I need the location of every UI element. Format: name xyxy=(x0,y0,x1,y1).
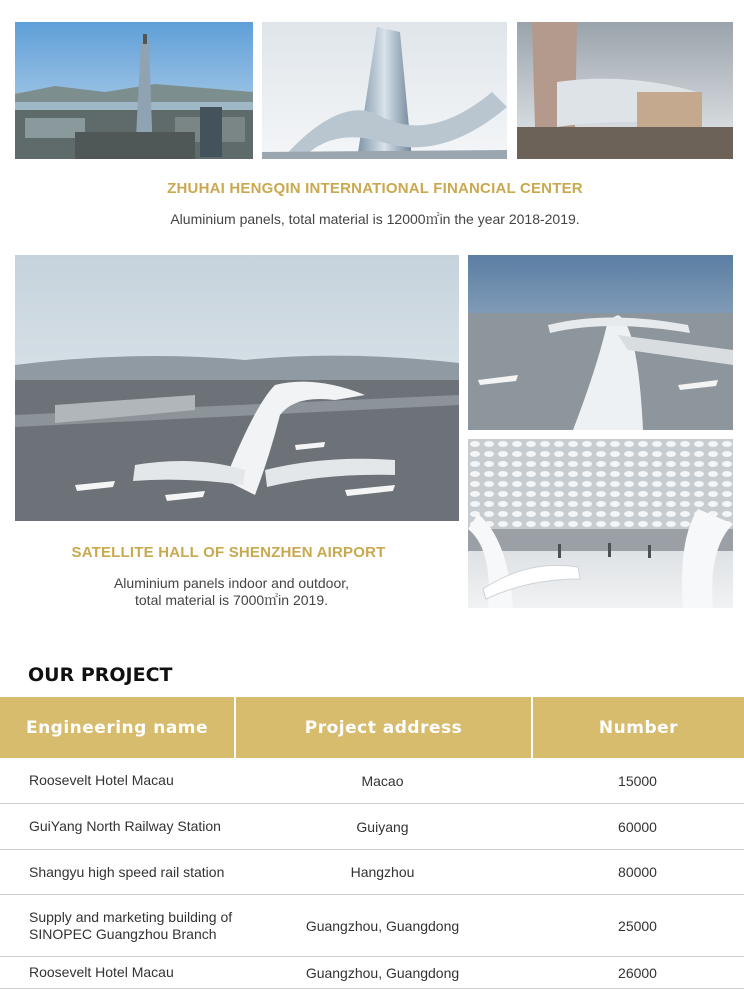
cell-name: GuiYang North Railway Station xyxy=(29,818,221,834)
project2-description-line2: total material is 7000㎡in 2019. xyxy=(135,592,328,608)
cell-address: Guiyang xyxy=(356,818,409,835)
shenzhen-airport-interior-photo xyxy=(468,439,733,608)
project1-description: Aluminium panels, total material is 12000㎡in the year 2018-2019. xyxy=(170,211,580,227)
project1-title: ZHUHAI HENGQIN INTERNATIONAL FINANCIAL CENTER xyxy=(167,180,583,197)
table-row xyxy=(0,850,744,895)
table-header-row xyxy=(0,697,744,758)
cell-number: 15000 xyxy=(618,772,657,789)
column-header-number: Number xyxy=(531,697,744,758)
cell-address: Guangzhou, Guangdong xyxy=(305,917,460,934)
cell-name: Roosevelt Hotel Macau xyxy=(29,964,174,980)
shenzhen-airport-aerial-photo xyxy=(15,255,459,521)
cell-name: Roosevelt Hotel Macau xyxy=(29,772,174,788)
cell-name-line2: SINOPEC Guangzhou Branch xyxy=(29,925,217,942)
project-table xyxy=(0,697,744,989)
cell-name-line1: Supply and marketing building of xyxy=(29,908,233,925)
project2-title: SATELLITE HALL OF SHENZHEN AIRPORT xyxy=(71,544,386,561)
hengqin-render-photo xyxy=(262,22,507,159)
cell-address: Macao xyxy=(361,772,404,789)
cell-number: 25000 xyxy=(618,917,657,934)
cell-number: 80000 xyxy=(618,864,657,880)
project2-description-line1: Aluminium panels indoor and outdoor, xyxy=(113,575,350,591)
table-row xyxy=(0,957,744,989)
cell-address: Hangzhou xyxy=(350,864,415,880)
cell-name: Shangyu high speed rail station xyxy=(29,863,225,880)
column-header-name: Engineering name xyxy=(0,697,234,758)
table-row xyxy=(0,895,744,957)
cell-number: 60000 xyxy=(618,818,657,835)
table-row xyxy=(0,804,744,850)
hengqin-base-photo xyxy=(517,22,733,159)
cell-number: 26000 xyxy=(618,964,657,981)
hengqin-tower-photo xyxy=(15,22,253,159)
section-heading: OUR PROJECT xyxy=(28,664,173,686)
column-header-address: Project address xyxy=(234,697,531,758)
shenzhen-airport-roof-photo xyxy=(468,255,733,430)
cell-name xyxy=(0,895,234,956)
cell-address: Guangzhou, Guangdong xyxy=(305,964,460,981)
table-row xyxy=(0,758,744,804)
